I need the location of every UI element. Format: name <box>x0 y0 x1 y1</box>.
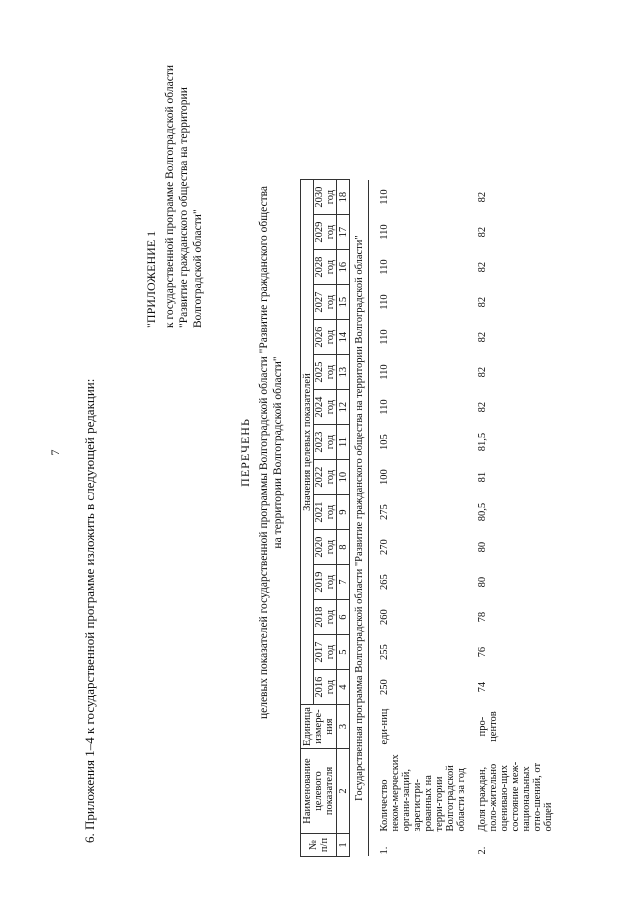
header-year: 2030 год <box>314 180 337 215</box>
row-value: 81,5 <box>477 432 488 452</box>
header-year: 2028 год <box>314 250 337 285</box>
header-values-group: Значения целевых показателей <box>301 180 314 705</box>
header-year: 2026 год <box>314 320 337 355</box>
column-index: 6 <box>337 600 350 635</box>
row-value: 265 <box>379 574 390 590</box>
header-year: 2020 год <box>314 530 337 565</box>
header-year: 2027 год <box>314 285 337 320</box>
row-value: 76 <box>477 646 488 658</box>
header-year: 2025 год <box>314 355 337 390</box>
row-value: 110 <box>379 399 390 415</box>
column-index: 10 <box>337 460 350 495</box>
column-index: 5 <box>337 635 350 670</box>
column-index: 13 <box>337 355 350 390</box>
column-index: 7 <box>337 565 350 600</box>
row-value: 80 <box>477 541 488 553</box>
list-subtitle-line: целевых показателей государственной программы Волгоградской области "Развитие гражданского общества <box>258 185 270 720</box>
appendix-line: к государственной программе Волгоградской области <box>164 65 176 328</box>
row-value: 110 <box>379 294 390 310</box>
row-value: 82 <box>477 331 488 343</box>
list-subtitle-line: на территории Волгоградской области" <box>272 356 284 549</box>
header-year: 2019 год <box>314 565 337 600</box>
column-index: 16 <box>337 250 350 285</box>
appendix-line: "Развитие гражданского общества на территории <box>178 87 190 328</box>
header-year: 2018 год <box>314 600 337 635</box>
column-index: 4 <box>337 670 350 705</box>
row-value: 100 <box>379 469 390 485</box>
column-index: 3 <box>337 705 350 749</box>
row-value: 275 <box>379 504 390 520</box>
column-index: 11 <box>337 425 350 460</box>
header-year: 2017 год <box>314 635 337 670</box>
row-value: 110 <box>379 329 390 345</box>
row-value: 110 <box>379 189 390 205</box>
list-title: ПЕРЕЧЕНЬ <box>238 418 252 487</box>
indicators-table <box>300 179 554 857</box>
column-index: 9 <box>337 495 350 530</box>
row-value: 250 <box>379 679 390 695</box>
row-value: 270 <box>379 539 390 555</box>
row-value: 80,5 <box>477 502 488 522</box>
row-unit: еди-ниц <box>379 708 390 745</box>
row-num: 1. <box>379 846 390 855</box>
row-value: 82 <box>477 296 488 308</box>
header-year: 2029 год <box>314 215 337 250</box>
row-value: 110 <box>379 364 390 380</box>
list-subtitle <box>257 0 285 905</box>
row-value: 82 <box>477 226 488 238</box>
column-index: 2 <box>337 749 350 834</box>
header-year: 2021 год <box>314 495 337 530</box>
row-value: 78 <box>477 611 488 623</box>
row-value: 82 <box>477 366 488 378</box>
header-year: 2024 год <box>314 390 337 425</box>
header-name: Наименование целевого показателя <box>301 749 337 834</box>
header-year: 2016 год <box>314 670 337 705</box>
column-index: 14 <box>337 320 350 355</box>
row-value: 110 <box>379 224 390 240</box>
row-value: 80 <box>477 576 488 588</box>
column-index: 1 <box>337 834 350 857</box>
row-value: 82 <box>477 261 488 273</box>
row-value: 260 <box>379 609 390 625</box>
row-num: 2. <box>477 846 488 855</box>
column-index: 17 <box>337 215 350 250</box>
row-value: 255 <box>379 644 390 660</box>
table-row <box>467 180 554 857</box>
column-index: 12 <box>337 390 350 425</box>
column-index: 15 <box>337 285 350 320</box>
row-value: 82 <box>477 401 488 413</box>
appendix-subtitle <box>163 28 205 328</box>
row-value: 81 <box>477 471 488 483</box>
header-year: 2023 год <box>314 425 337 460</box>
appendix-line: Волгоградской области" <box>192 209 204 328</box>
column-index: 8 <box>337 530 350 565</box>
row-name: Количество неком-мерческих органи-заций, зарегистри-рованных на терри-тории Волгоградской области за год <box>379 754 467 832</box>
row-name: Доля граждан, поло-жительно оцениваю-щих состояние меж-национальных отно-шений, от общей <box>477 761 554 832</box>
table-row <box>369 180 468 857</box>
intro-paragraph: 6. Приложения 1–4 к государственной программе изложить в следующей редакции: <box>82 378 97 843</box>
column-index: 18 <box>337 180 350 215</box>
page-number: 7 <box>48 449 62 456</box>
appendix-title: "ПРИЛОЖЕНИЕ 1 <box>144 230 158 328</box>
row-unit: про-центов <box>477 711 499 742</box>
row-value: 74 <box>477 681 488 693</box>
header-unit: Единица измере-ния <box>301 705 337 749</box>
row-value: 105 <box>379 434 390 450</box>
header-year: 2022 год <box>314 460 337 495</box>
row-value: 82 <box>477 191 488 203</box>
row-value: 110 <box>379 259 390 275</box>
section-title: Государственная программа Волгоградской области "Развитие гражданского общества на территории Волгоградской области" <box>350 180 369 857</box>
header-num: № п/п <box>301 834 337 857</box>
